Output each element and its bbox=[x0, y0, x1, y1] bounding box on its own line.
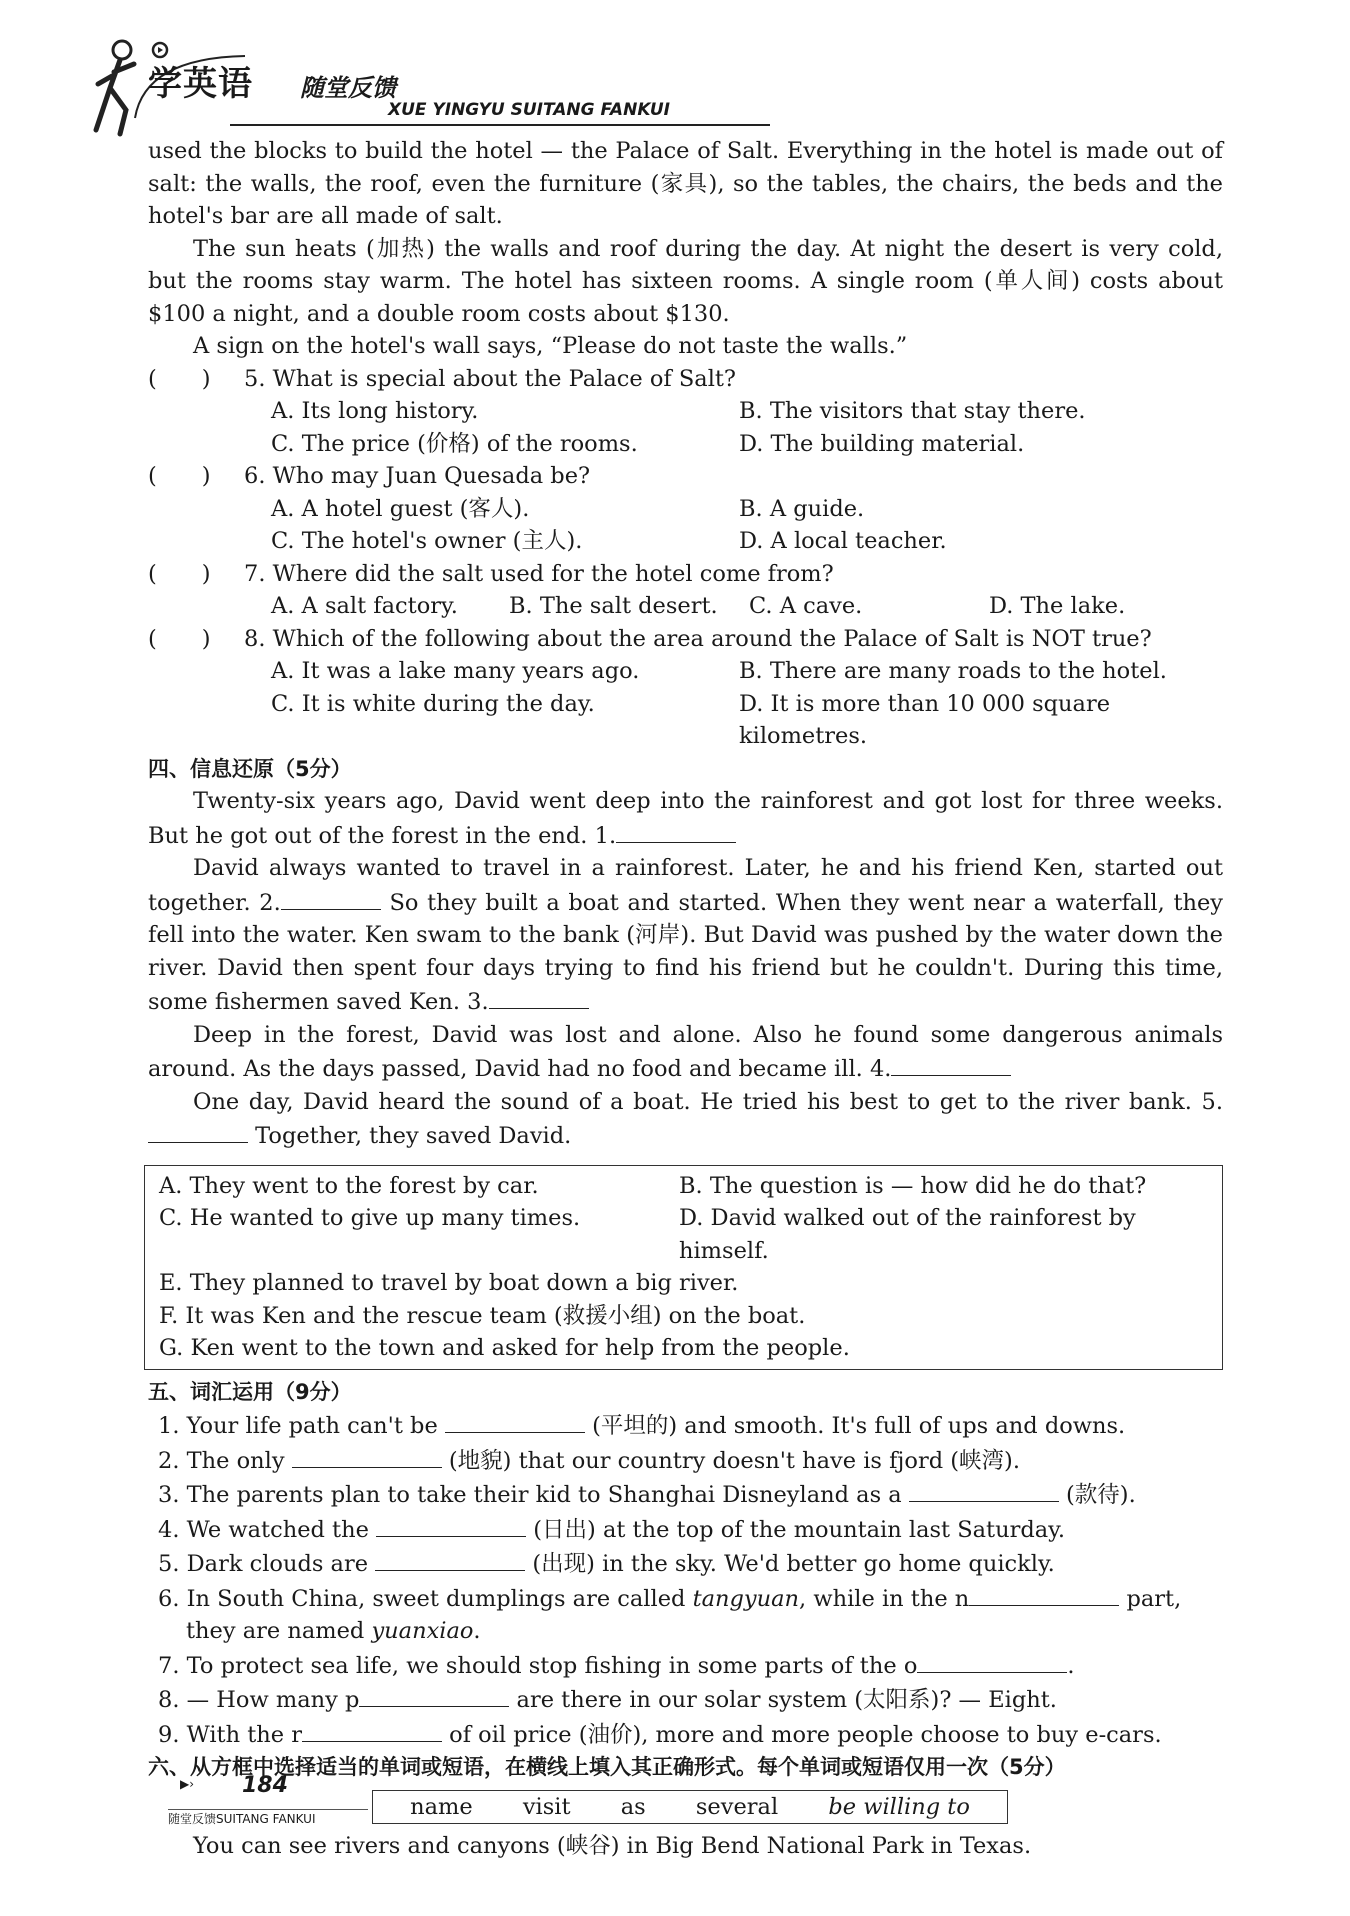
option-c: C. It is white during the day. bbox=[271, 690, 595, 717]
blank-label-1: 1. bbox=[594, 822, 617, 849]
option-c: C. The price (价格) of the rooms. bbox=[271, 430, 638, 457]
choice-e: E. They planned to travel by boat down a big river. bbox=[159, 1270, 739, 1296]
s4-paragraph-1 bbox=[148, 785, 1223, 852]
answer-bracket[interactable]: ( ) bbox=[148, 365, 211, 392]
choice-d: D. David walked out of the rainforest by himself. bbox=[679, 1205, 1136, 1264]
option-b: B. The salt desert. bbox=[509, 593, 718, 619]
blank-4[interactable] bbox=[891, 1051, 1011, 1076]
option-c: C. The hotel's owner (主人). bbox=[271, 528, 583, 554]
vocab-blank[interactable] bbox=[302, 1717, 442, 1742]
choice-a: A. They went to the forest by car. bbox=[159, 1172, 539, 1199]
blank-1[interactable] bbox=[616, 818, 736, 843]
italic-word: yuanxiao bbox=[371, 1618, 474, 1644]
option-d: D. The building material. bbox=[739, 430, 1025, 457]
item-text: they are named bbox=[186, 1618, 365, 1644]
page-header bbox=[90, 38, 1270, 138]
arrow-icon: ▶› bbox=[180, 1777, 195, 1791]
item-number: 7. bbox=[158, 1652, 180, 1679]
choice-f: F. It was Ken and the rescue team (救援小组) on the boat. bbox=[159, 1302, 806, 1329]
vocab-item-6-cont bbox=[158, 1615, 1223, 1648]
item-text: — How many p bbox=[186, 1687, 360, 1713]
section-5-title: 五、词汇运用（9分） bbox=[148, 1379, 352, 1404]
item-text: (平坦的) and smooth. It's full of ups and downs. bbox=[592, 1413, 1126, 1439]
choice-g: G. Ken went to the town and asked for help from the people. bbox=[159, 1335, 850, 1361]
word-bank-item: as bbox=[620, 1793, 646, 1820]
s4-paragraph-2 bbox=[148, 852, 1223, 1019]
item-text: (日出) at the top of the mountain last Saturday. bbox=[533, 1516, 1066, 1543]
word-bank-item: be willing to bbox=[828, 1793, 970, 1820]
vocab-blank[interactable] bbox=[917, 1648, 1067, 1673]
vocab-item-2 bbox=[158, 1443, 1223, 1478]
question-text: 7. Where did the salt used for the hotel come from? bbox=[244, 560, 834, 587]
item-number: 6. bbox=[158, 1585, 180, 1612]
item-text: (地貌) that our country doesn't have is fjord (峡湾). bbox=[448, 1447, 1020, 1474]
option-b: B. A guide. bbox=[739, 495, 865, 522]
option-c: C. A cave. bbox=[749, 593, 863, 619]
s4-paragraph-4 bbox=[148, 1086, 1223, 1153]
vocab-item-6 bbox=[158, 1581, 1223, 1616]
vocab-list bbox=[148, 1408, 1223, 1751]
question-text: 5. What is special about the Palace of Salt? bbox=[244, 365, 736, 392]
item-number: 8. bbox=[158, 1687, 180, 1713]
option-a: A. A salt factory. bbox=[271, 593, 458, 619]
blank-label-4: 4. bbox=[869, 1056, 892, 1082]
item-text: In South China, sweet dumplings are called bbox=[186, 1585, 686, 1612]
option-a: A. It was a lake many years ago. bbox=[271, 658, 640, 684]
page-number: 184 bbox=[242, 1773, 288, 1798]
blank-5[interactable] bbox=[148, 1118, 248, 1143]
word-bank-item: several bbox=[695, 1793, 779, 1820]
vocab-blank[interactable] bbox=[376, 1512, 526, 1537]
question-6 bbox=[148, 460, 1223, 558]
option-a: A. A hotel guest (客人). bbox=[271, 495, 530, 522]
choice-c: C. He wanted to give up many times. bbox=[159, 1205, 581, 1231]
passage-paragraph: used the blocks to build the hotel — the Palace of Salt. Everything in the hotel is made out of salt: the walls, the roof, even the furniture (家具), so the tables, the chairs, the beds and the hotel's bar are all made of salt. bbox=[148, 138, 1223, 229]
item-text: The parents plan to take their kid to Shanghai Disneyland as a bbox=[186, 1482, 902, 1508]
question-8 bbox=[148, 623, 1223, 753]
option-b: B. There are many roads to the hotel. bbox=[739, 658, 1167, 684]
option-b: B. The visitors that stay there. bbox=[739, 398, 1086, 424]
vocab-item-3 bbox=[158, 1477, 1223, 1512]
item-text: of oil price (油价), more and more people choose to buy e-cars. bbox=[449, 1721, 1162, 1748]
item-text: (款待). bbox=[1066, 1482, 1136, 1508]
blank-2[interactable] bbox=[281, 885, 381, 910]
blank-label-2: 2. bbox=[259, 889, 281, 916]
item-number: 3. bbox=[158, 1482, 180, 1508]
vocab-blank[interactable] bbox=[375, 1546, 525, 1571]
s4-text: Twenty-six years ago, David went deep into the rainforest and got lost for three weeks. But he got out of the forest in the end. bbox=[148, 788, 1223, 849]
item-text: With the r bbox=[186, 1721, 302, 1748]
vocab-blank[interactable] bbox=[969, 1581, 1119, 1606]
item-text: are there in our solar system (太阳系)? — Eight. bbox=[516, 1687, 1057, 1713]
vocab-blank[interactable] bbox=[445, 1408, 585, 1433]
s4-text: Deep in the forest, David was lost and alone. Also he found some dangerous animals around. As the days passed, David had no food and became ill. bbox=[148, 1021, 1223, 1082]
option-a: A. Its long history. bbox=[271, 398, 479, 424]
vocab-item-1 bbox=[158, 1408, 1223, 1443]
question-5 bbox=[148, 363, 1223, 461]
choice-b: B. The question is — how did he do that? bbox=[679, 1172, 1147, 1199]
s4-text: One day, David heard the sound of a boat. He tried his best to get to the river bank. bbox=[193, 1088, 1192, 1115]
header-rule bbox=[230, 124, 770, 126]
item-text: part, bbox=[1126, 1585, 1182, 1612]
page-content bbox=[148, 135, 1223, 1863]
s4-text: David always wanted to travel in a rainforest. Later, he and his friend Ken, started out together. bbox=[148, 855, 1223, 916]
item-text: , while in the n bbox=[799, 1585, 970, 1612]
italic-word: tangyuan bbox=[692, 1585, 800, 1612]
s4-paragraph-3 bbox=[148, 1019, 1223, 1086]
brand-subtitle: 随堂反馈 bbox=[300, 74, 396, 102]
item-text: . bbox=[1067, 1652, 1075, 1679]
item-text: The only bbox=[186, 1447, 285, 1474]
word-bank-item: name bbox=[410, 1793, 473, 1820]
section-4-title: 四、信息还原（5分） bbox=[148, 756, 352, 781]
item-text: We watched the bbox=[186, 1516, 369, 1543]
question-7 bbox=[148, 558, 1223, 623]
vocab-item-7 bbox=[158, 1648, 1223, 1683]
item-text: Your life path can't be bbox=[186, 1413, 438, 1439]
s4-text: So they built a boat and started. When they went near a waterfall, they fell into the water. Ken swam to the bank (河岸). But David was pushed by the water down the river. David then spent four days trying to find his friend but he couldn't. During this time, some fishermen saved Ken. bbox=[148, 889, 1223, 1015]
vocab-blank[interactable] bbox=[292, 1443, 442, 1468]
answer-bracket[interactable]: ( ) bbox=[148, 463, 211, 489]
question-text: 6. Who may Juan Quesada be? bbox=[244, 463, 591, 489]
vocab-item-9 bbox=[158, 1717, 1223, 1752]
footer-logo: 随堂反馈SUITANG FANKUI bbox=[168, 1809, 368, 1827]
blank-label-5: 5. bbox=[1201, 1088, 1223, 1115]
answer-bracket[interactable]: ( ) bbox=[148, 560, 211, 587]
vocab-item-4 bbox=[158, 1512, 1223, 1547]
vocab-item-8 bbox=[158, 1682, 1223, 1717]
section-6-title: 六、从方框中选择适当的单词或短语，在横线上填入其正确形式。每个单词或短语仅用一次（5分） bbox=[148, 1755, 1066, 1779]
word-bank-item: visit bbox=[522, 1793, 571, 1820]
item-number: 1. bbox=[158, 1413, 180, 1439]
vocab-item-5 bbox=[158, 1546, 1223, 1581]
option-d: D. It is more than 10 000 square kilometres. bbox=[739, 690, 1111, 749]
option-d: D. The lake. bbox=[989, 593, 1126, 619]
passage-paragraph: A sign on the hotel's wall says, “Please do not taste the walls.” bbox=[193, 333, 908, 359]
s6-paragraph: You can see rivers and canyons (峡谷) in Big Bend National Park in Texas. bbox=[193, 1833, 1032, 1859]
choices-box bbox=[144, 1165, 1223, 1370]
blank-label-3: 3. bbox=[467, 989, 489, 1015]
item-number: 4. bbox=[158, 1516, 180, 1543]
question-text: 8. Which of the following about the area around the Palace of Salt is NOT true? bbox=[244, 625, 1152, 652]
item-text: (出现) in the sky. We'd better go home quickly. bbox=[532, 1551, 1055, 1577]
option-d: D. A local teacher. bbox=[739, 528, 947, 554]
answer-bracket[interactable]: ( ) bbox=[148, 625, 211, 652]
s4-text: Together, they saved David. bbox=[255, 1123, 572, 1149]
passage-paragraph: The sun heats (加热) the walls and roof during the day. At night the desert is very cold, but the rooms stay warm. The hotel has sixteen rooms. A single room (单人间) costs about $100 a night, and a double room costs about $130. bbox=[148, 235, 1223, 327]
brand-pinyin: XUE YINGYU SUITANG FANKUI bbox=[388, 100, 671, 120]
vocab-blank[interactable] bbox=[359, 1682, 509, 1707]
item-text: To protect sea life, we should stop fishing in some parts of the o bbox=[186, 1652, 918, 1679]
word-bank bbox=[372, 1790, 1008, 1825]
brand-title: 学英语 bbox=[148, 64, 253, 104]
item-number: 5. bbox=[158, 1551, 180, 1577]
blank-3[interactable] bbox=[489, 984, 589, 1009]
vocab-blank[interactable] bbox=[909, 1477, 1059, 1502]
item-number: 2. bbox=[158, 1447, 180, 1474]
item-text: Dark clouds are bbox=[186, 1551, 369, 1577]
item-text: . bbox=[473, 1618, 481, 1644]
item-number: 9. bbox=[158, 1721, 180, 1748]
